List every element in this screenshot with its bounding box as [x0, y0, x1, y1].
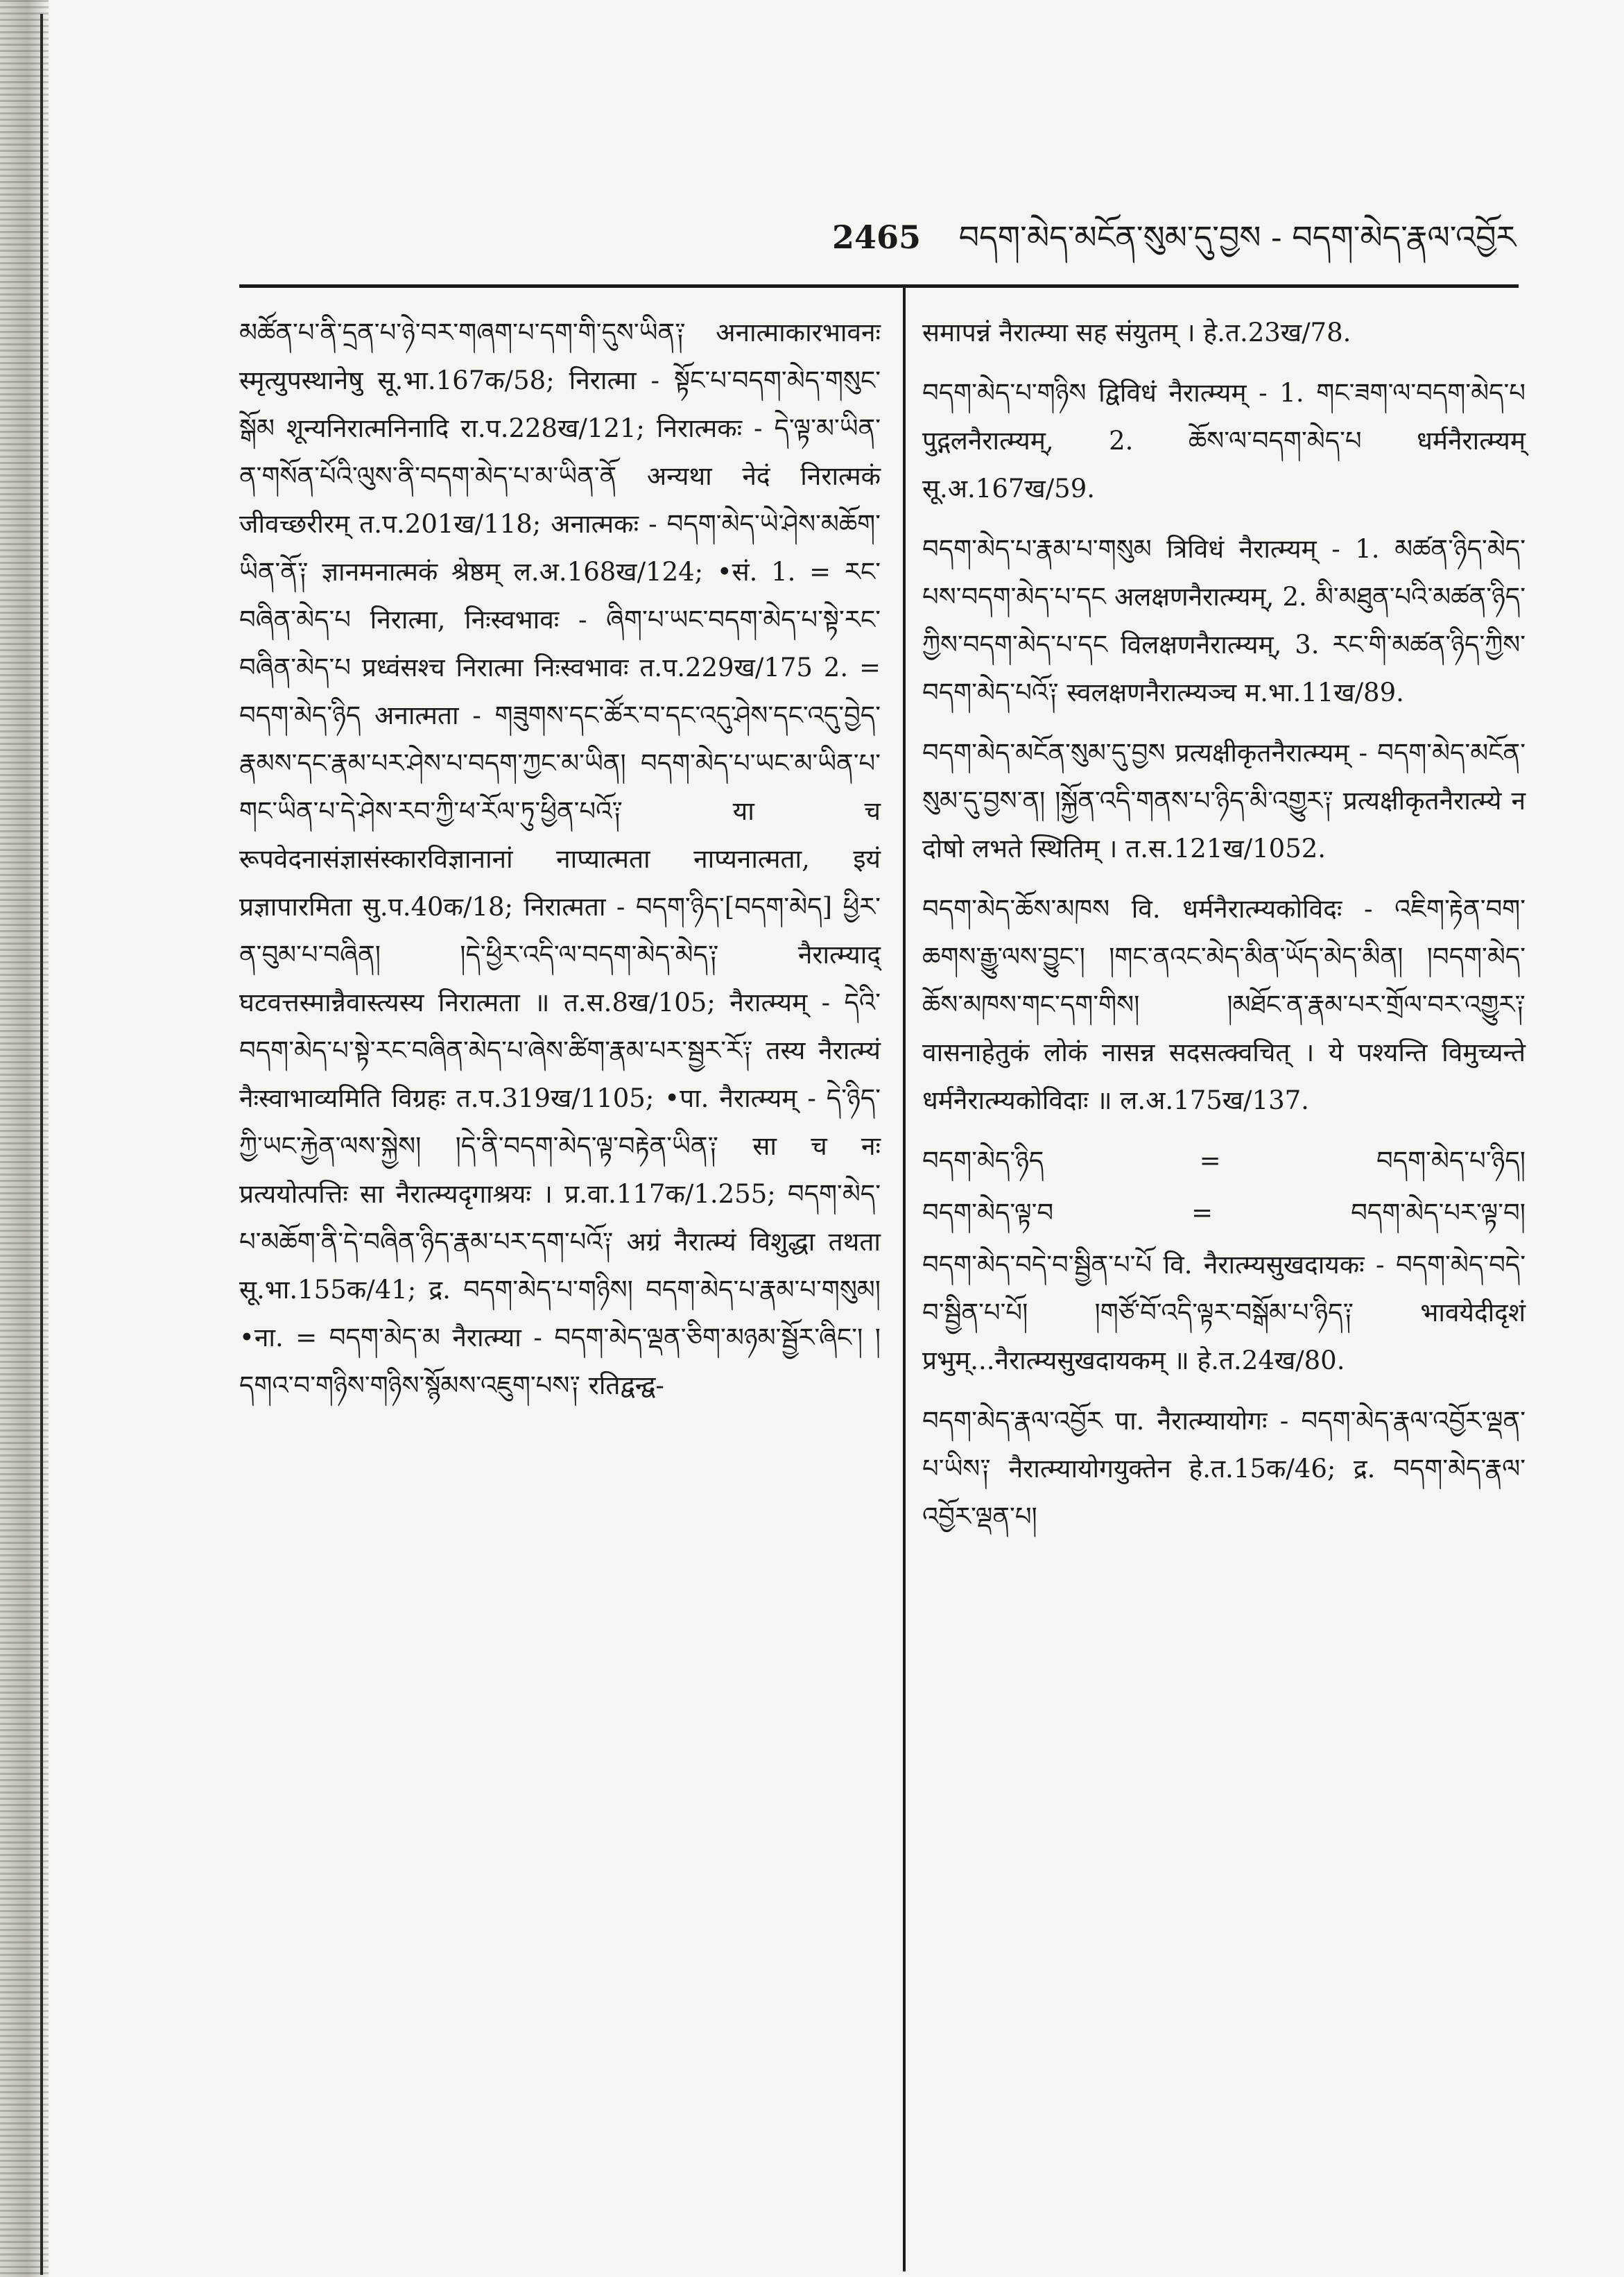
entry-twofold-selflessness: བདག་མེད་པ་གཉིས द्विविधं नैरात्म्यम् - 1. གང་ཟག་ལ་བདག་མེད་པ पुद्गलनैरात्म्यम्, 2. ཆོས་ལ་བདག་མེད་པ धर्मनैरात्म्यम् सू.अ.167ख/59.	[922, 378, 1526, 504]
entry-dharma-kovida: བདག་མེད་ཆོས་མཁས वि. धर्मनैरात्म्यकोविदः - འཇིག་རྟེན་བག་ཆགས་རྒྱུ་ལས་བྱུང་། །གང་ནའང་མེད་མིན་ཡོད་མེད་མིན། །བདག་མེད་ཆོས་མཁས་གང་དག་གིས། །མཐོང་ན་རྣམ་པར་གྲོལ་བར་འགྱུར༑ वासनाहेतुकं लोकं नासन्न सदसत्क्वचित् । ये पश्यन्ति विमुच्यन्ते धर्मनैरात्म्यकोविदाः ॥ ल.अ.175ख/137.	[922, 894, 1526, 1115]
binding-shadow-line	[40, 14, 43, 2275]
page-number: 2465	[832, 218, 922, 256]
equals-sign: =	[1199, 1146, 1221, 1176]
cross-reference-row	[922, 1137, 1526, 1185]
entry-continuation: समापन्नं नैरात्म्या सह संयुतम् । हे.त.23ख/78.	[922, 318, 1351, 347]
left-column	[239, 309, 881, 1409]
entry-pratyakshikrita: བདག་མེད་མངོན་སུམ་དུ་བྱས प्रत्यक्षीकृतनैरात्म्यम् - བདག་མེད་མངོན་སུམ་དུ་བྱས་ན། །སྐྱོན་འདི་གནས་པ་ཉིད་མི་འགྱུར༑ प्रत्यक्षीकृतनैरात्म्ये न दोषो लभते स्थितिम् । त.स.121ख/1052.	[922, 738, 1526, 863]
entry-sukhadayaka: བདག་མེད་བདེ་བ་སྦྱིན་པ་པོ वि. नैरात्म्यसुखदायकः - བདག་མེད་བདེ་བ་སྦྱིན་པ་པོ། །གཙོ་བོ་འདི་ལྟར་བསྒོམ་པ་ཉིད༑ भावयेदीदृशं प्रभुम्...नैरात्म्यसुखदायकम् ॥ हे.त.24ख/80.	[922, 1250, 1526, 1375]
entry-threefold-selflessness: བདག་མེད་པ་རྣམ་པ་གསུམ त्रिविधं नैरात्म्यम् - 1. མཚན་ཉིད་མེད་པས་བདག་མེད་པ་དང अलक्षणनैरात्म्यम्, 2. མི་མཐུན་པའི་མཚན་ཉིད་ཀྱིས་བདག་མེད་པ་དང विलक्षणनैरात्म्यम्, 3. རང་གི་མཚན་ཉིད་ཀྱིས་བདག་མེད་པའོ༑ स्वलक्षणनैरात्म्यञ्च म.भा.11ख/89.	[922, 534, 1526, 707]
equals-sign: =	[1191, 1198, 1213, 1228]
entry-yoga: བདག་མེད་རྣལ་འབྱོར पा. नैरात्म्यायोगः - བདག་མེད་རྣལ་འབྱོར་ལྡན་པ་ཡིས༑ नैरात्म्यायोगयुक्तेन हे.त.15क/46; द्र. བདག་མེད་རྣལ་འབྱོར་ལྡན་པ།	[922, 1406, 1526, 1531]
running-head: བདག་མེད་མངོན་སུམ་དུ་བྱས - བདག་མེད་རྣལ་འབྱོར	[958, 218, 1517, 256]
page-header	[832, 203, 1527, 256]
cross-ref-term: བདག་མེད་ཉིད	[922, 1146, 1044, 1176]
cross-ref-target: བདག་མེད་པར་ལྟ་བ།	[1351, 1198, 1526, 1228]
header-rule	[239, 284, 1519, 288]
cross-reference-row	[922, 1189, 1526, 1237]
column-divider	[903, 288, 906, 2271]
cross-ref-target: བདག་མེད་པ་ཉིད།	[1376, 1146, 1526, 1176]
left-column-text: མཚོན་པ་ནི་དྲན་པ་ཉེ་བར་གཞག་པ་དག་གི་དུས་ཡིན༑ अनात्माकारभावनः स्मृत्युपस्थानेषु सू.भा.167क/58; निरात्मा - སྟོང་པ་བདག་མེད་གསུང་སྒོམ शून्यनिरात्मनिनादि रा.प.228ख/121; निरात्मकः - དེ་ལྟ་མ་ཡིན་ན་གསོན་པོའི་ལུས་ནི་བདག་མེད་པ་མ་ཡིན་ནོ अन्यथा नेदं निरात्मकं जीवच्छरीरम् त.प.201ख/118; अनात्मकः - བདག་མེད་ཡེ་ཤེས་མཆོག་ཡིན་ནོ༑ ज्ञानमनात्मकं श्रेष्ठम् ल.अ.168ख/124; •सं. 1. = རང་བཞིན་མེད་པ निरात्मा, निःस्वभावः - ཞིག་པ་ཡང་བདག་མེད་པ་སྟེ་རང་བཞིན་མེད་པ प्रध्वंसश्च निरात्मा निःस्वभावः त.प.229ख/175 2. = བདག་མེད་ཉིད अनात्मता - གཟུགས་དང་ཚོར་བ་དང་འདུ་ཤེས་དང་འདུ་བྱེད་རྣམས་དང་རྣམ་པར་ཤེས་པ་བདག་ཀྱང་མ་ཡིན། བདག་མེད་པ་ཡང་མ་ཡིན་པ་གང་ཡིན་པ་དེ་ཤེས་རབ་ཀྱི་ཕ་རོལ་ཏུ་ཕྱིན་པའོ༑ या च रूपवेदनासंज्ञासंस्कारविज्ञानानां नाप्यात्मता नाप्यनात्मता, इयं प्रज्ञापारमिता सु.प.40क/18; निरात्मता - བདག་ཉིད་[བདག་མེད] ཕྱིར་ན་བུམ་པ་བཞིན། །དེ་ཕྱིར་འདི་ལ་བདག་མེད་མེད༑ नैरात्म्याद् घटवत्तस्मान्नैवास्त्यस्य निरात्मता ॥ त.स.8ख/105; नैरात्म्यम् - དེའི་བདག་མེད་པ་སྟེ་རང་བཞིན་མེད་པ་ཞེས་ཚིག་རྣམ་པར་སྦྱར་རོ༑ तस्य नैरात्म्यं नैःस्वाभाव्यमिति विग्रहः त.प.319ख/1105; •पा. नैरात्म्यम् - དེ་ཉིད་ཀྱི་ཡང་རྐྱེན་ལས་སྐྱེས། །དེ་ནི་བདག་མེད་ལྟ་བརྟེན་ཡིན༑ सा च नः प्रत्ययोत्पत्तिः सा नैरात्म्यदृगाश्रयः । प्र.वा.117क/1.255; བདག་མེད་པ་མཆོག་ནི་དེ་བཞིན་ཉིད་རྣམ་པར་དག་པའོ༑ अग्रं नैरात्म्यं विशुद्धा तथता सू.भा.155क/41; द्र. བདག་མེད་པ་གཉིས། བདག་མེད་པ་རྣམ་པ་གསུམ། •ना. = བདག་མེད་མ नैरात्म्या - བདག་མེད་ལྡན་ཅིག་མཉམ་སྦྱོར་ཞིང་། །དགའ་བ་གཉིས་གཉིས་སྙོམས་འཇུག་པས༑ रतिद्वन्द्व-	[239, 318, 881, 1400]
cross-ref-term: བདག་མེད་ལྟ་བ	[922, 1198, 1054, 1228]
right-column	[922, 309, 1526, 1553]
